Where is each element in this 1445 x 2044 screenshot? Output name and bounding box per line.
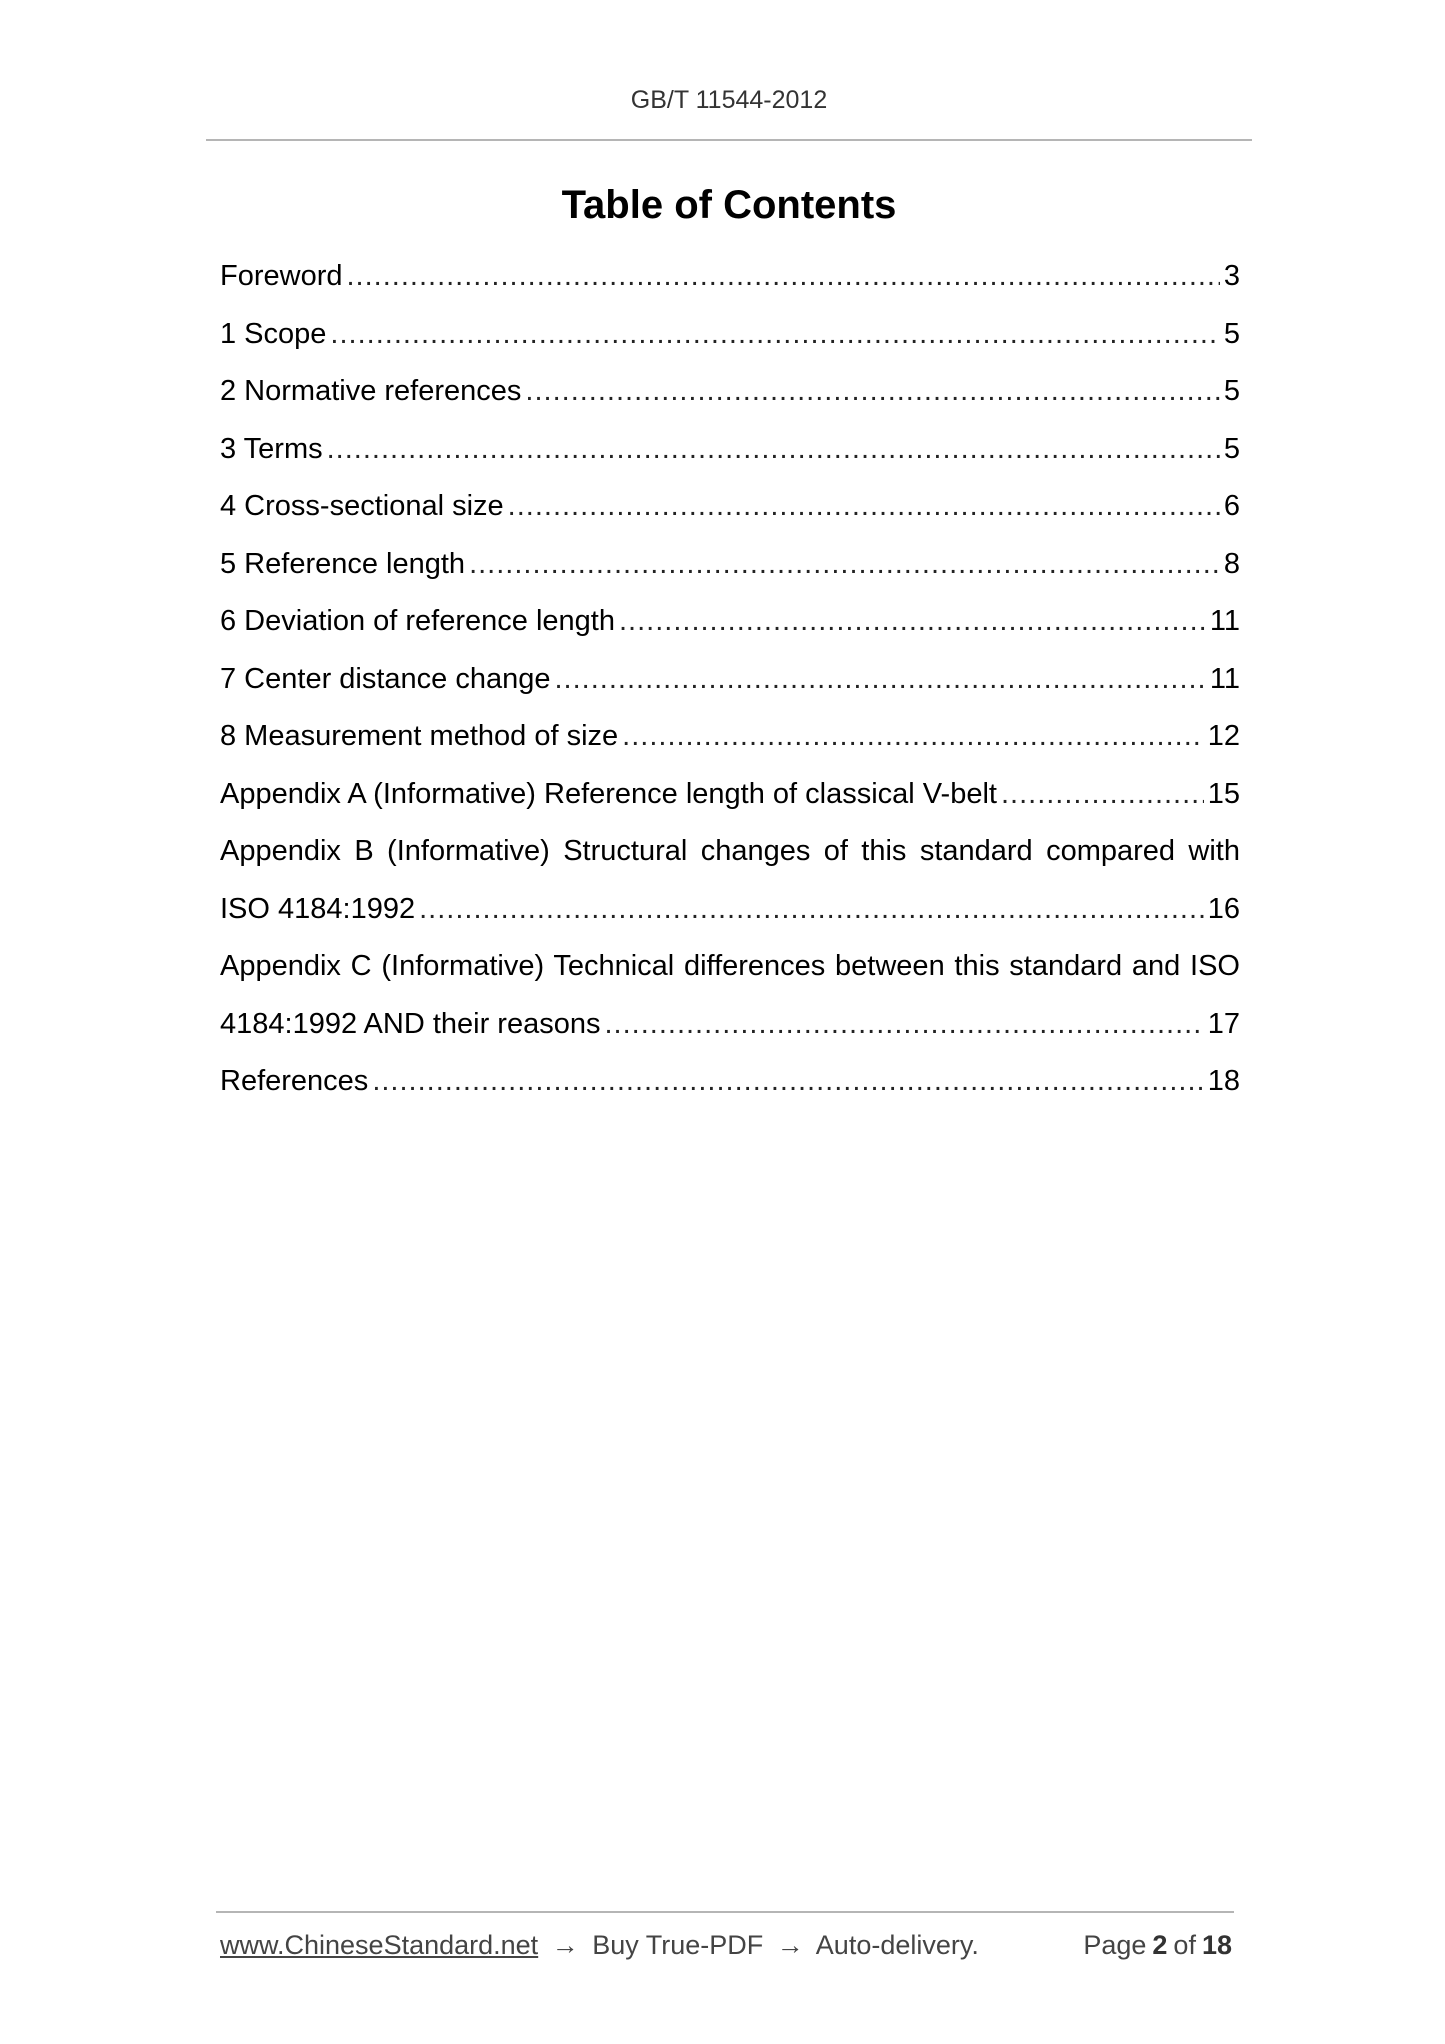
toc-entry-references[interactable] — [220, 1053, 1240, 1111]
toc-entry-label: 1 Scope — [220, 317, 327, 350]
toc-entry-center-distance-change[interactable] — [220, 651, 1240, 709]
dot-leader — [347, 248, 1220, 306]
toc-entry-appendix-c[interactable] — [220, 938, 1240, 1053]
document-id-header: GB/T 11544-2012 — [630, 86, 828, 114]
dot-leader — [419, 881, 1204, 939]
toc-entry-label-line2: 4184:1992 AND their reasons — [220, 1007, 601, 1040]
total-pages: 18 — [1201, 1930, 1232, 1960]
dot-leader — [372, 1053, 1203, 1111]
arrow-right-icon: → — [776, 1930, 804, 1960]
toc-entry-page: 15 — [1207, 777, 1240, 810]
page-word: Page — [1083, 1930, 1147, 1960]
dot-leader — [604, 996, 1203, 1054]
footer-divider — [216, 1911, 1234, 1913]
toc-entry-page: 5 — [1223, 317, 1240, 350]
toc-entry-label: 4 Cross-sectional size — [220, 490, 504, 522]
toc-entry-page: 3 — [1223, 260, 1240, 292]
toc-entry-terms[interactable] — [220, 421, 1240, 479]
toc-entry-foreword[interactable] — [220, 248, 1240, 306]
toc-entry-deviation-of-reference-length[interactable] — [220, 593, 1240, 651]
table-of-contents — [220, 248, 1240, 1111]
footer-promo — [220, 1930, 979, 1961]
dot-leader — [1001, 766, 1204, 824]
toc-entry-label: References — [220, 1065, 369, 1097]
buy-text: Buy True-PDF — [592, 1930, 764, 1960]
page-footer — [220, 1930, 1232, 1961]
toc-entry-page: 11 — [1209, 662, 1240, 695]
dot-leader — [508, 478, 1220, 536]
toc-entry-page: 8 — [1223, 547, 1240, 580]
dot-leader — [555, 651, 1206, 709]
dot-leader — [622, 708, 1204, 766]
dot-leader — [327, 421, 1220, 479]
header-divider — [206, 139, 1252, 141]
dot-leader — [469, 536, 1220, 594]
toc-entry-page: 6 — [1223, 490, 1240, 522]
delivery-text: Auto-delivery. — [815, 1930, 979, 1960]
toc-entry-page: 18 — [1207, 1065, 1240, 1097]
current-page: 2 — [1152, 1930, 1168, 1960]
toc-entry-page: 11 — [1209, 605, 1240, 637]
toc-entry-label: Appendix A (Informative) Reference length of classical V-belt — [220, 777, 997, 810]
page-title: Table of Contents — [561, 183, 897, 227]
page-number-info — [1077, 1930, 1232, 1961]
toc-entry-label: Foreword — [220, 260, 343, 292]
of-word: of — [1173, 1930, 1196, 1960]
toc-entry-normative-references[interactable] — [220, 363, 1240, 421]
dot-leader — [330, 306, 1219, 364]
toc-entry-page: 5 — [1223, 432, 1240, 465]
arrow-right-icon: → — [551, 1930, 579, 1960]
dot-leader — [619, 593, 1206, 651]
toc-entry-cross-sectional-size[interactable] — [220, 478, 1240, 536]
toc-entry-label: 6 Deviation of reference length — [220, 605, 615, 637]
toc-entry-scope[interactable] — [220, 306, 1240, 364]
toc-entry-reference-length[interactable] — [220, 536, 1240, 594]
toc-entry-label: 8 Measurement method of size — [220, 720, 619, 752]
toc-entry-label: 2 Normative references — [220, 375, 522, 407]
toc-entry-appendix-b[interactable] — [220, 823, 1240, 938]
toc-entry-page: 12 — [1207, 720, 1240, 752]
toc-entry-page: 17 — [1207, 1007, 1240, 1040]
toc-entry-label-line1: Appendix C (Informative) Technical differences between this standard and ISO — [220, 950, 1240, 982]
toc-entry-label-line2: ISO 4184:1992 — [220, 892, 416, 925]
toc-entry-page: 5 — [1223, 375, 1240, 407]
toc-entry-label: 3 Terms — [220, 432, 323, 465]
website-link[interactable]: www.ChineseStandard.net — [220, 1930, 539, 1960]
toc-entry-appendix-a[interactable] — [220, 766, 1240, 824]
toc-entry-page: 16 — [1207, 892, 1240, 925]
toc-entry-label: 7 Center distance change — [220, 662, 551, 695]
toc-entry-measurement-method[interactable] — [220, 708, 1240, 766]
dot-leader — [525, 363, 1219, 421]
toc-entry-label-line1: Appendix B (Informative) Structural changes of this standard compared with — [220, 835, 1240, 867]
toc-entry-label: 5 Reference length — [220, 547, 466, 580]
